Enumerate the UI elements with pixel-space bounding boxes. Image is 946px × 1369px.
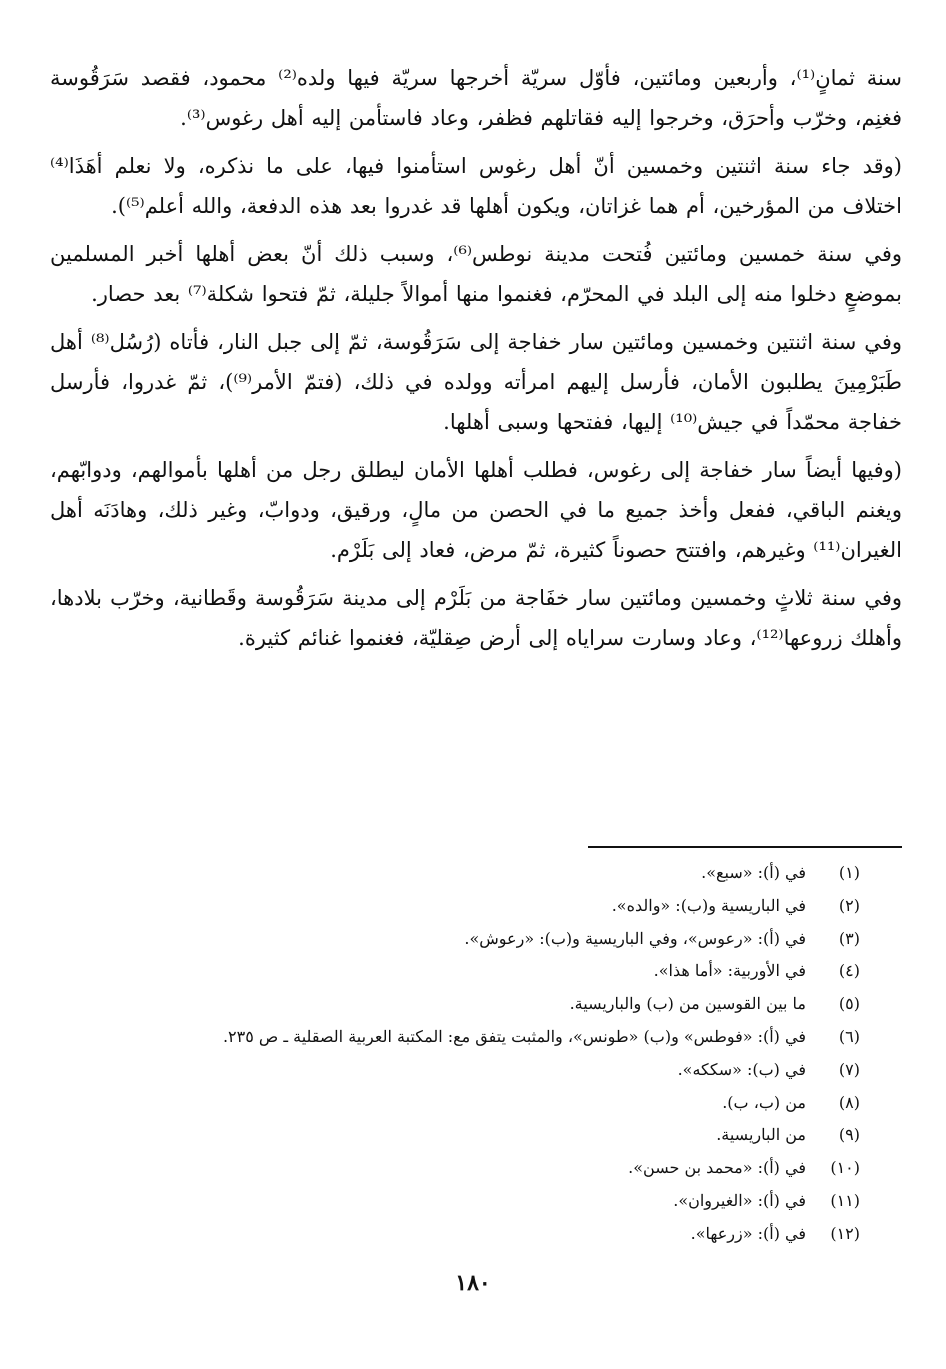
footnote-text: في (أ): «فوطس» و(ب) «طونس»، والمثبت يتفق مع: المكتبة العربية الصقلية ـ ص ٢٣٥. (222, 1026, 806, 1046)
footnote (60, 1021, 860, 1054)
footnote-text: في (أ): «الغيروان». (673, 1190, 806, 1210)
footnote-number: (٤) (838, 961, 860, 981)
paragraph: وفي سنة خمسين ومائتين فُتحت مدينة نوطس⁽⁶⁾، وسبب ذلك أنّ بعض أهلها أخبر المسلمين بموضعٍ دخلوا منه إلى البلد في المحرّم، فغنموا منها أموالاً جليلة، ثمّ فتحوا شكلة⁽⁷⁾ بعد حصار. (50, 242, 903, 306)
footnote (60, 1218, 860, 1251)
footnote-number: (٨) (838, 1092, 860, 1112)
paragraph: (وفيها أيضاً سار خفاجة إلى رغوس، فطلب أهلها الأمان ليطلق رجل من أهلها بأموالهم، ودوابّهم، ويغنم الباقي، ففعل وأخذ جميع ما في الحصن من مالٍ، ورقيق، ودوابّ، وغير ذلك، وهادَنَه أهل الغيران⁽¹¹⁾ وغيرهم، وافتتح حصوناً كثيرة، ثمّ مرض، فعاد إلى بَلَرْم. (50, 458, 902, 562)
footnotes-list (60, 857, 860, 1251)
footnote-number: (٦) (838, 1026, 860, 1046)
paragraph: (وقد جاء سنة اثنتين وخمسين أنّ أهل رغوس استأمنوا فيها، على ما نذكره، ولا نعلم أهَذَا⁽⁴⁾ اختلاف من المؤرخين، أم هما غزاتان، ويكون أهلها قد غدروا بعد هذه الدفعة، والله أعلم⁽⁵⁾). (50, 154, 902, 218)
footnote-text: في الباريسية و(ب): «والده». (611, 895, 806, 915)
footnote (60, 1119, 860, 1152)
footnote-divider (588, 846, 902, 848)
footnote-text: في (ب): «سككه». (677, 1059, 806, 1079)
footnote-number: (٣) (838, 928, 860, 948)
footnote-number: (٩) (838, 1125, 860, 1145)
footnote-number: (١٢) (830, 1223, 860, 1243)
footnote-number: (٢) (838, 895, 860, 915)
footnote-number: (٥) (838, 994, 860, 1014)
footnote-number: (١٠) (830, 1158, 860, 1178)
footnote (60, 857, 860, 890)
footnote (60, 1087, 860, 1120)
footnote (60, 890, 860, 923)
footnote-text: من الباريسية. (716, 1125, 806, 1145)
paragraph: وفي سنة اثنتين وخمسين ومائتين سار خفاجة إلى سَرَقُوسة، ثمّ إلى جبل النار، فأتاه (رُسُل⁽⁸⁾ أهل طَبَرْمِينَ يطلبون الأمان، فأرسل إليهم امرأته وولده في ذلك، (فتمّ الأمر⁽⁹⁾)، ثمّ غدروا، فأرسل خفاجة محمّداً في جيش⁽¹⁰⁾ إليها، ففتحها وسبى أهلها. (50, 330, 903, 434)
footnote-number: (١) (838, 863, 860, 882)
footnote-text: في (أ): «زرعها». (690, 1223, 806, 1243)
footnote (60, 955, 860, 988)
footnote-number: (٧) (838, 1059, 860, 1079)
footnote-text: في (أ): «رعوس»، وفي الباريسية و(ب): «رعوش». (464, 928, 806, 948)
footnote (60, 1152, 860, 1185)
footnote-text: في (أ): «محمد بن حسن». (628, 1158, 806, 1178)
footnote (60, 988, 860, 1021)
main-text (50, 58, 902, 662)
footnote-text: ما بين القوسين من (ب) والباريسية. (569, 994, 806, 1014)
footnote (60, 1185, 860, 1218)
page-number: ١٨٠ (455, 1270, 491, 1296)
paragraph: وفي سنة ثلاثٍ وخمسين ومائتين سار خفَاجة من بَلَرْم إلى مدينة سَرَقُوسة وقَطانية، وخرّب بلادها، وأهلك زروعها⁽¹²⁾، وعاد وسارت سراياه إلى أرض صِقليّة، فغنموا غنائم كثيرة. (50, 586, 902, 650)
paragraph: سنة ثمانٍ⁽¹⁾، وأربعين ومائتين، فأوّل سريّة أخرجها سريّة فيها ولده⁽²⁾ محمود، فقصد سَرَقُوسة فغنِم، وخرّب وأحرَق، وخرجوا إليه فقاتلهم فظفر، وعاد فاستأمن إليه أهل رغوس⁽³⁾. (50, 66, 902, 130)
footnote-text: في (أ): «سبع». (701, 863, 806, 882)
footnote-text: من (ب، ب). (722, 1092, 806, 1112)
footnote-number: (١١) (830, 1190, 860, 1210)
footnote-text: في الأوربية: «أما هذا». (653, 961, 806, 981)
footnote (60, 1054, 860, 1087)
footnote (60, 923, 860, 956)
